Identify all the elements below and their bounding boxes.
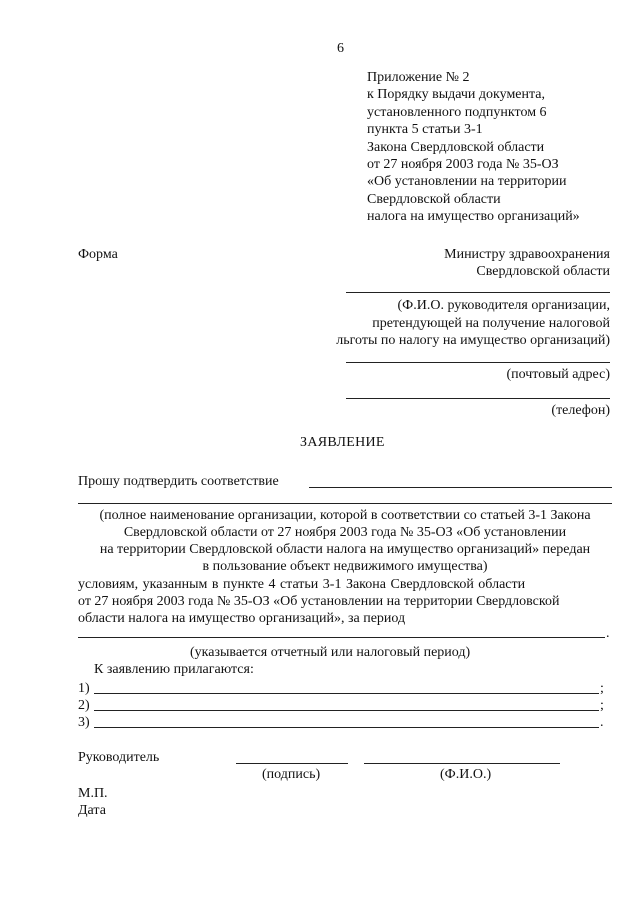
head-caption: льготы по налогу на имущество организаций) [336, 333, 610, 348]
stamp-label: М.П. [78, 786, 108, 801]
attachment-end: ; [600, 681, 604, 696]
attachment-line[interactable] [94, 727, 599, 728]
conditions-text: условиям, указанным в пункте 4 статьи 3-1 Закона Свердловской области [78, 577, 526, 592]
org-caption: в пользование объект недвижимого имущества) [202, 559, 488, 574]
attachment-line[interactable] [94, 710, 599, 711]
form-label: Форма [78, 247, 118, 262]
appendix-line: Закона Свердловской области [367, 139, 545, 155]
head-caption: претендующей на получение налоговой [372, 316, 610, 331]
appendix-line: «Об установлении на территории [367, 174, 567, 190]
signature-caption: (подпись) [262, 767, 321, 782]
attachment-number: 2) [78, 698, 90, 713]
appendix-line: Приложение № 2 [367, 70, 470, 85]
period-line[interactable] [78, 637, 605, 638]
attachments-label: К заявлению прилагаются: [94, 662, 254, 677]
page-number: 6 [337, 41, 344, 56]
org-caption: Свердловской области от 27 ноября 2003 года № 35-ОЗ «Об установлении [123, 525, 567, 540]
attachment-number: 1) [78, 681, 90, 696]
head-name-line[interactable] [346, 292, 610, 293]
attachment-end: ; [600, 698, 604, 713]
appendix-line: установленного подпунктом 6 [367, 104, 547, 120]
conditions-text: от 27 ноября 2003 года № 35-ОЗ «Об установлении на территории Свердловской [78, 594, 560, 609]
address-line[interactable] [346, 362, 610, 363]
org-caption: на территории Свердловской области налога на имущество организаций» передан [99, 542, 591, 557]
conditions-text: области налога на имущество организаций», за период [78, 611, 406, 626]
phone-line[interactable] [346, 398, 610, 399]
date-label: Дата [78, 803, 106, 818]
period-end-dot: . [606, 626, 610, 641]
appendix-reference [367, 69, 580, 226]
period-caption: (указывается отчетный или налоговый период) [190, 645, 471, 660]
appendix-line: Свердловской области [367, 191, 501, 207]
phone-caption: (телефон) [551, 403, 610, 418]
signature-role: Руководитель [78, 750, 160, 765]
document-title: ЗАЯВЛЕНИЕ [300, 435, 385, 450]
attachment-number: 3) [78, 715, 90, 730]
org-caption: (полное наименование организации, которой в соответствии со статьей 3-1 Закона [99, 508, 591, 523]
request-line[interactable] [309, 487, 612, 488]
appendix-line: от 27 ноября 2003 года № 35-ОЗ [367, 157, 559, 173]
attachment-end: . [600, 715, 604, 730]
name-caption: (Ф.И.О.) [440, 767, 492, 782]
attachment-line[interactable] [94, 693, 599, 694]
recipient-line: Свердловской области [476, 264, 610, 279]
appendix-line: к Порядку выдачи документа, [367, 87, 546, 103]
signature-line[interactable] [236, 763, 348, 764]
appendix-line: налога на имущество организаций» [367, 209, 580, 225]
name-line[interactable] [364, 763, 560, 764]
org-name-line[interactable] [78, 503, 612, 504]
request-text: Прошу подтвердить соответствие [78, 474, 279, 489]
address-caption: (почтовый адрес) [506, 367, 610, 382]
head-caption: (Ф.И.О. руководителя организации, [397, 298, 610, 313]
recipient-line: Министру здравоохранения [444, 247, 610, 262]
appendix-line: пункта 5 статьи 3-1 [367, 122, 483, 138]
